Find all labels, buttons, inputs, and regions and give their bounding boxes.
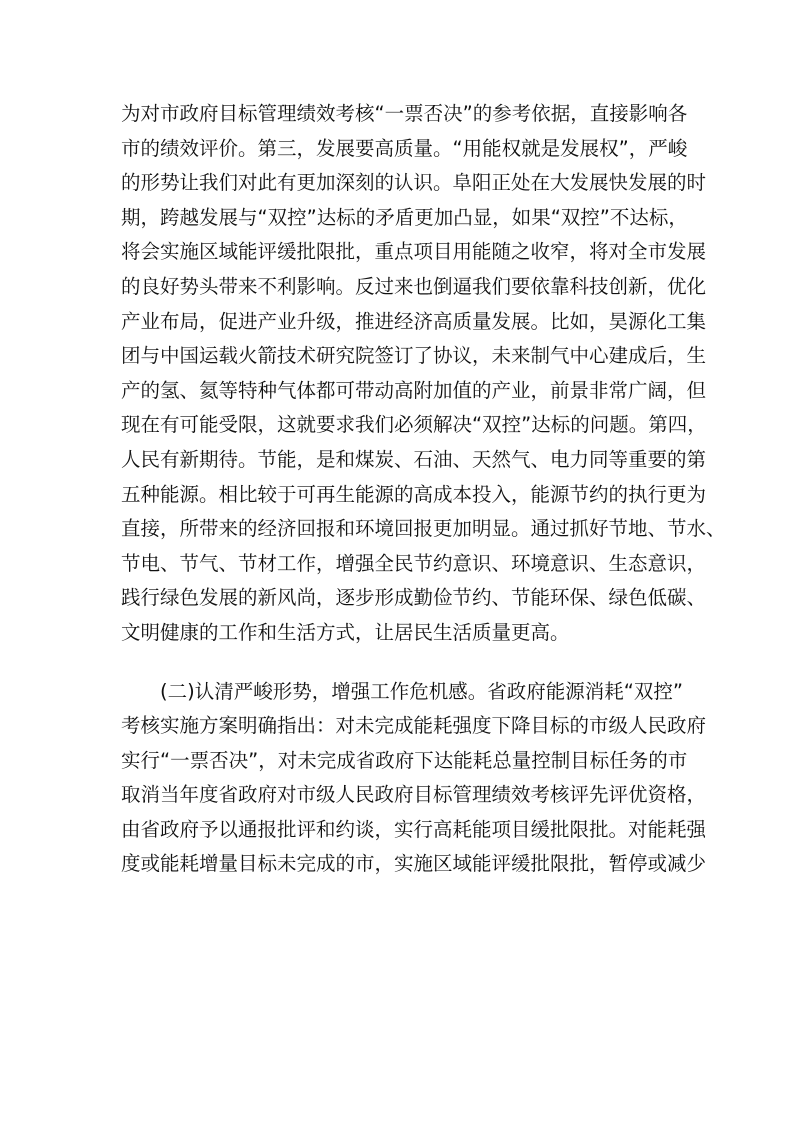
text-line: 实行“一票否决”，对未完成省政府下达能耗总量控制目标任务的市 <box>121 748 688 772</box>
text-line: 将会实施区域能评缓批限批，重点项目用能随之收窄，将对全市发展 <box>121 240 707 264</box>
paragraph-2 <box>121 675 707 883</box>
text-line: 为对市政府目标管理绩效考核“一票否决”的参考依据，直接影响各 <box>121 102 688 125</box>
text-line: 产业布局，促进产业升级，推进经济高质量发展。比如，昊源化工集 <box>121 309 707 333</box>
text-line: 由省政府予以通报批评和约谈，实行高耗能项目缓批限批。对能耗强 <box>121 817 707 841</box>
text-line: 市的绩效评价。第三，发展要高质量。“用能权就是发展权”，严峻 <box>121 136 688 160</box>
text-line: (二)认清严峻形势，增强工作危机感。省政府能源消耗“双控” <box>121 679 683 703</box>
text-line: 直接，所带来的经济回报和环境回报更加明显。通过抓好节地、节水、 <box>121 517 726 541</box>
text-line: 期，跨越发展与“双控”达标的矛盾更加凸显，如果“双控”不达标， <box>121 205 688 229</box>
text-line: 考核实施方案明确指出：对未完成能耗强度下降目标的市级人民政府 <box>121 714 707 738</box>
text-line: 团与中国运载火箭技术研究院签订了协议，未来制气中心建成后，生 <box>121 344 707 368</box>
text-line: 文明健康的工作和生活方式，让居民生活质量更高。 <box>121 620 570 644</box>
paragraph-spacer <box>121 651 681 675</box>
text-line: 度或能耗增量目标未完成的市，实施区域能评缓批限批，暂停或减少 <box>121 852 707 876</box>
text-line: 的形势让我们对此有更加深刻的认识。阜阳正处在大发展快发展的时 <box>121 171 707 195</box>
paragraph-1 <box>121 97 726 651</box>
text-line: 人民有新期待。节能，是和煤炭、石油、天然气、电力同等重要的第 <box>121 447 707 471</box>
text-line: 践行绿色发展的新风尚，逐步形成勤俭节约、节能环保、绿色低碳、 <box>121 586 707 610</box>
text-line: 节电、节气、节材工作，增强全民节约意识、环境意识、生态意识， <box>121 551 707 575</box>
document-body <box>121 97 726 882</box>
text-line: 的良好势头带来不利影响。反过来也倒逼我们要依靠科技创新，优化 <box>121 274 707 298</box>
text-line: 现在有可能受限，这就要求我们必须解决“双控”达标的问题。第四， <box>121 413 707 437</box>
text-line: 产的氢、氦等特种气体都可带动高附加值的产业，前景非常广阔，但 <box>121 378 707 402</box>
text-line: 五种能源。相比较于可再生能源的高成本投入，能源节约的执行更为 <box>121 482 707 506</box>
text-line: 取消当年度省政府对市级人民政府目标管理绩效考核评先评优资格， <box>121 783 707 807</box>
